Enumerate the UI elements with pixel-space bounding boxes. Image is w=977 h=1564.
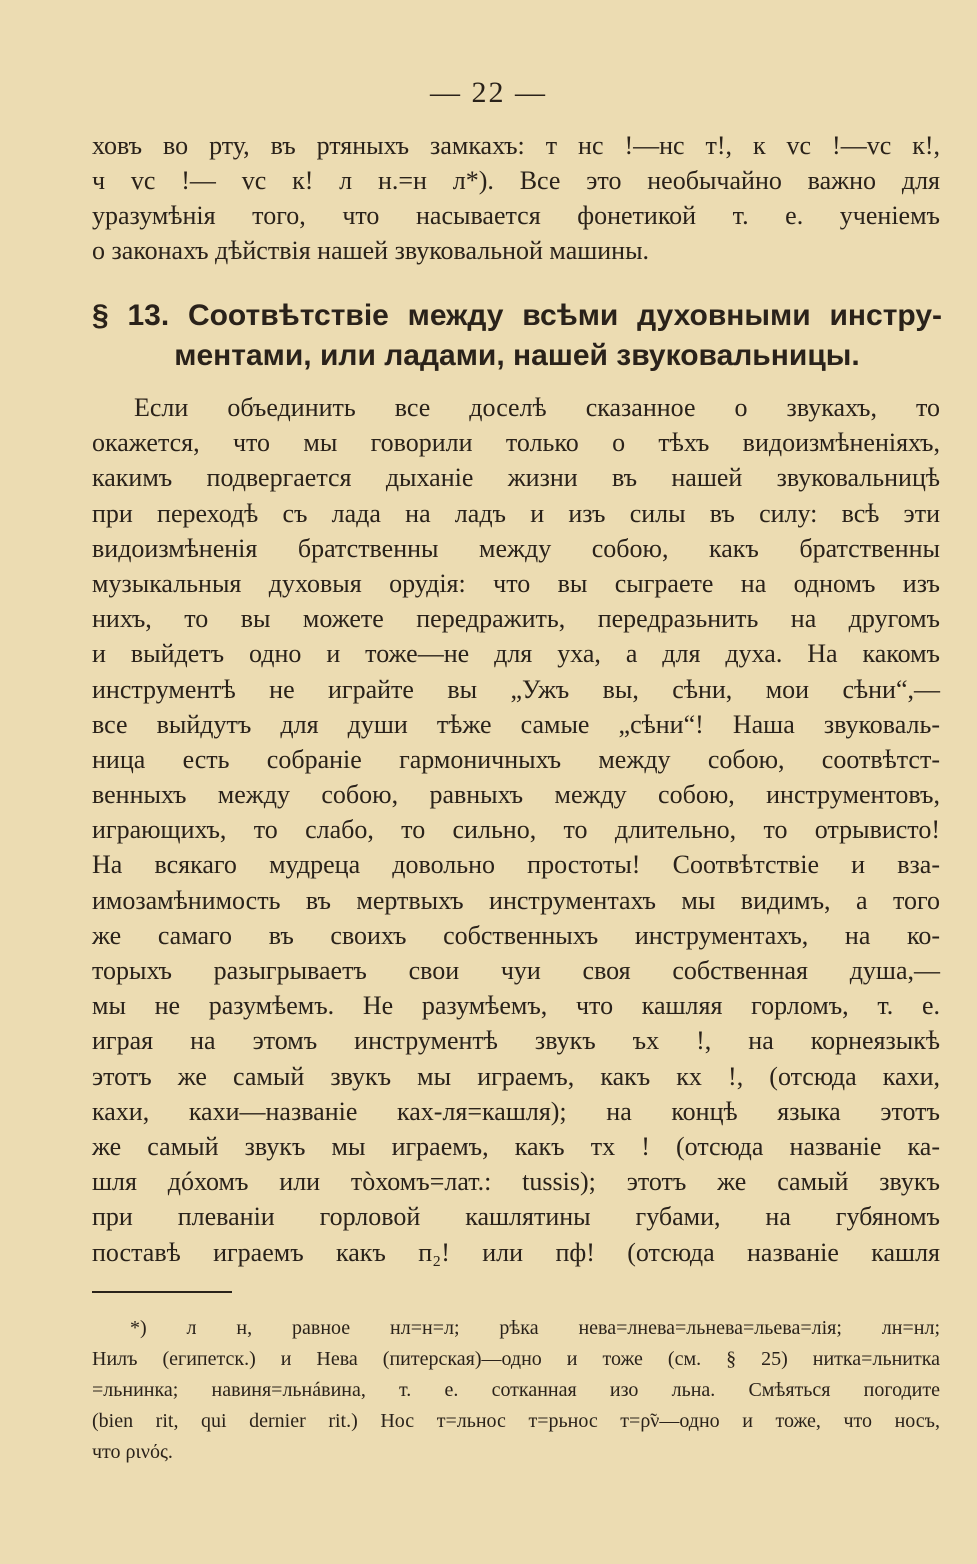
text-line: инструментѣ не играйте вы „Ужъ вы, сѣни, мои сѣни“,—	[92, 674, 940, 704]
text-line: при плеваніи горловой кашлятины губами, на губяномъ	[92, 1202, 940, 1232]
text-line: поставѣ играемъ какъ п₂! или пф! (отсюда названіе кашля	[92, 1237, 940, 1267]
text-line: какимъ подвергается дыханіе жизни въ нашей звуковальницѣ	[92, 463, 940, 493]
text-line: же самаго въ своихъ собственныхъ инструментахъ, на ко-	[92, 920, 940, 950]
text-line: видоизмѣненія братственны между собою, какъ братственны	[92, 533, 940, 563]
page-number: — 22 —	[430, 76, 547, 109]
footnote	[92, 1313, 940, 1468]
footnote-line: Нилъ (египетск.) и Нева (питерская)—одно и тоже (см. § 25) нитка=льнитка	[92, 1348, 940, 1370]
text-line: играя на этомъ инструментѣ звукъ ъх !, на корнеязыкѣ	[92, 1026, 940, 1056]
text-line: торыхъ разыгрываетъ свои чуи своя собственная душа,—	[92, 956, 940, 985]
text-line: же самый звукъ мы играемъ, какъ тх ! (отсюда названіе ка-	[92, 1131, 940, 1161]
text-line: кахи, кахи—названіе ках-ля=кашля); на концѣ языка этотъ	[92, 1096, 940, 1126]
text-line: мы не разумѣемъ. Не разумѣемъ, что кашляя горломъ, т. е.	[92, 991, 940, 1021]
continued-paragraph	[92, 128, 940, 268]
footnote-line: (bien rit, qui dernier rit.) Нос т=льнос т=рьнос т=ρ̃ν—одно и тоже, что носъ,	[92, 1410, 940, 1432]
text-line: уразумѣнія того, что насывается фонетикой т. е. ученіемъ	[92, 201, 940, 230]
text-line: Если объединить все доселѣ сказанное о звукахъ, то	[134, 393, 940, 422]
text-line: играющихъ, то слабо, то сильно, то длительно, то отрывисто!	[92, 815, 940, 845]
text-line: На всякаго мудреца довольно простоты! Соотвѣтствіе и вза-	[92, 850, 940, 880]
text-line: ница есть собраніе гармоничныхъ между собою, соотвѣтст-	[92, 744, 940, 774]
text-line: окажется, что мы говорили только о тѣхъ видоизмѣненіяхъ,	[92, 428, 940, 458]
text-line: этотъ же самый звукъ мы играемъ, какъ кх !, (отсюда кахи,	[92, 1061, 940, 1091]
text-line: все выйдутъ для души тѣже самые „сѣни“! Наша звуковаль-	[92, 709, 940, 739]
section-paragraph	[92, 390, 940, 1270]
section-heading	[92, 296, 942, 376]
text-line: ч vс !— vс к! л н.=н л*). Все это необычайно важно для	[92, 166, 940, 195]
heading-line: ментами, или ладами, нашей звуковальницы.	[174, 339, 860, 372]
text-line: шля дóхомъ или тòхомъ=лат.: tussis); этотъ же самый звукъ	[92, 1167, 940, 1197]
footnote-divider	[92, 1291, 232, 1293]
text-line: о законахъ дѣйствія нашей звуковальной машины.	[92, 236, 650, 265]
text-line: венныхъ между собою, равныхъ между собою, инструментовъ,	[92, 780, 940, 810]
footnote-line: что ρινός.	[92, 1441, 173, 1463]
text-line: имозамѣнимость въ мертвыхъ инструментахъ мы видимъ, а того	[92, 885, 940, 915]
text-line: нихъ, то вы можете передражить, передразьнить на другомъ	[92, 604, 940, 634]
text-line: ховъ во рту, въ ртяныхъ замкахъ: т нс !—нс т!, к vс !—vс к!,	[92, 131, 940, 160]
heading-line: § 13. Соотвѣтствіе между всѣми духовными инстру-	[92, 299, 942, 332]
footnote-line: *) л н, равное нл=н=л; рѣка нева=лнева=льнева=льева=лія; лн=нл;	[130, 1317, 940, 1339]
text-line: музыкальныя духовыя орудія: что вы сыграете на одномъ изъ	[92, 568, 940, 598]
text-line: и выйдетъ одно и тоже—не для уха, а для духа. На какомъ	[92, 639, 940, 669]
text-line: при переходѣ съ лада на ладъ и изъ силы въ силу: всѣ эти	[92, 498, 940, 528]
footnote-line: =льнинка; навиня=льнáвина, т. е. сотканная изо льна. Смѣяться погодите	[92, 1379, 940, 1401]
